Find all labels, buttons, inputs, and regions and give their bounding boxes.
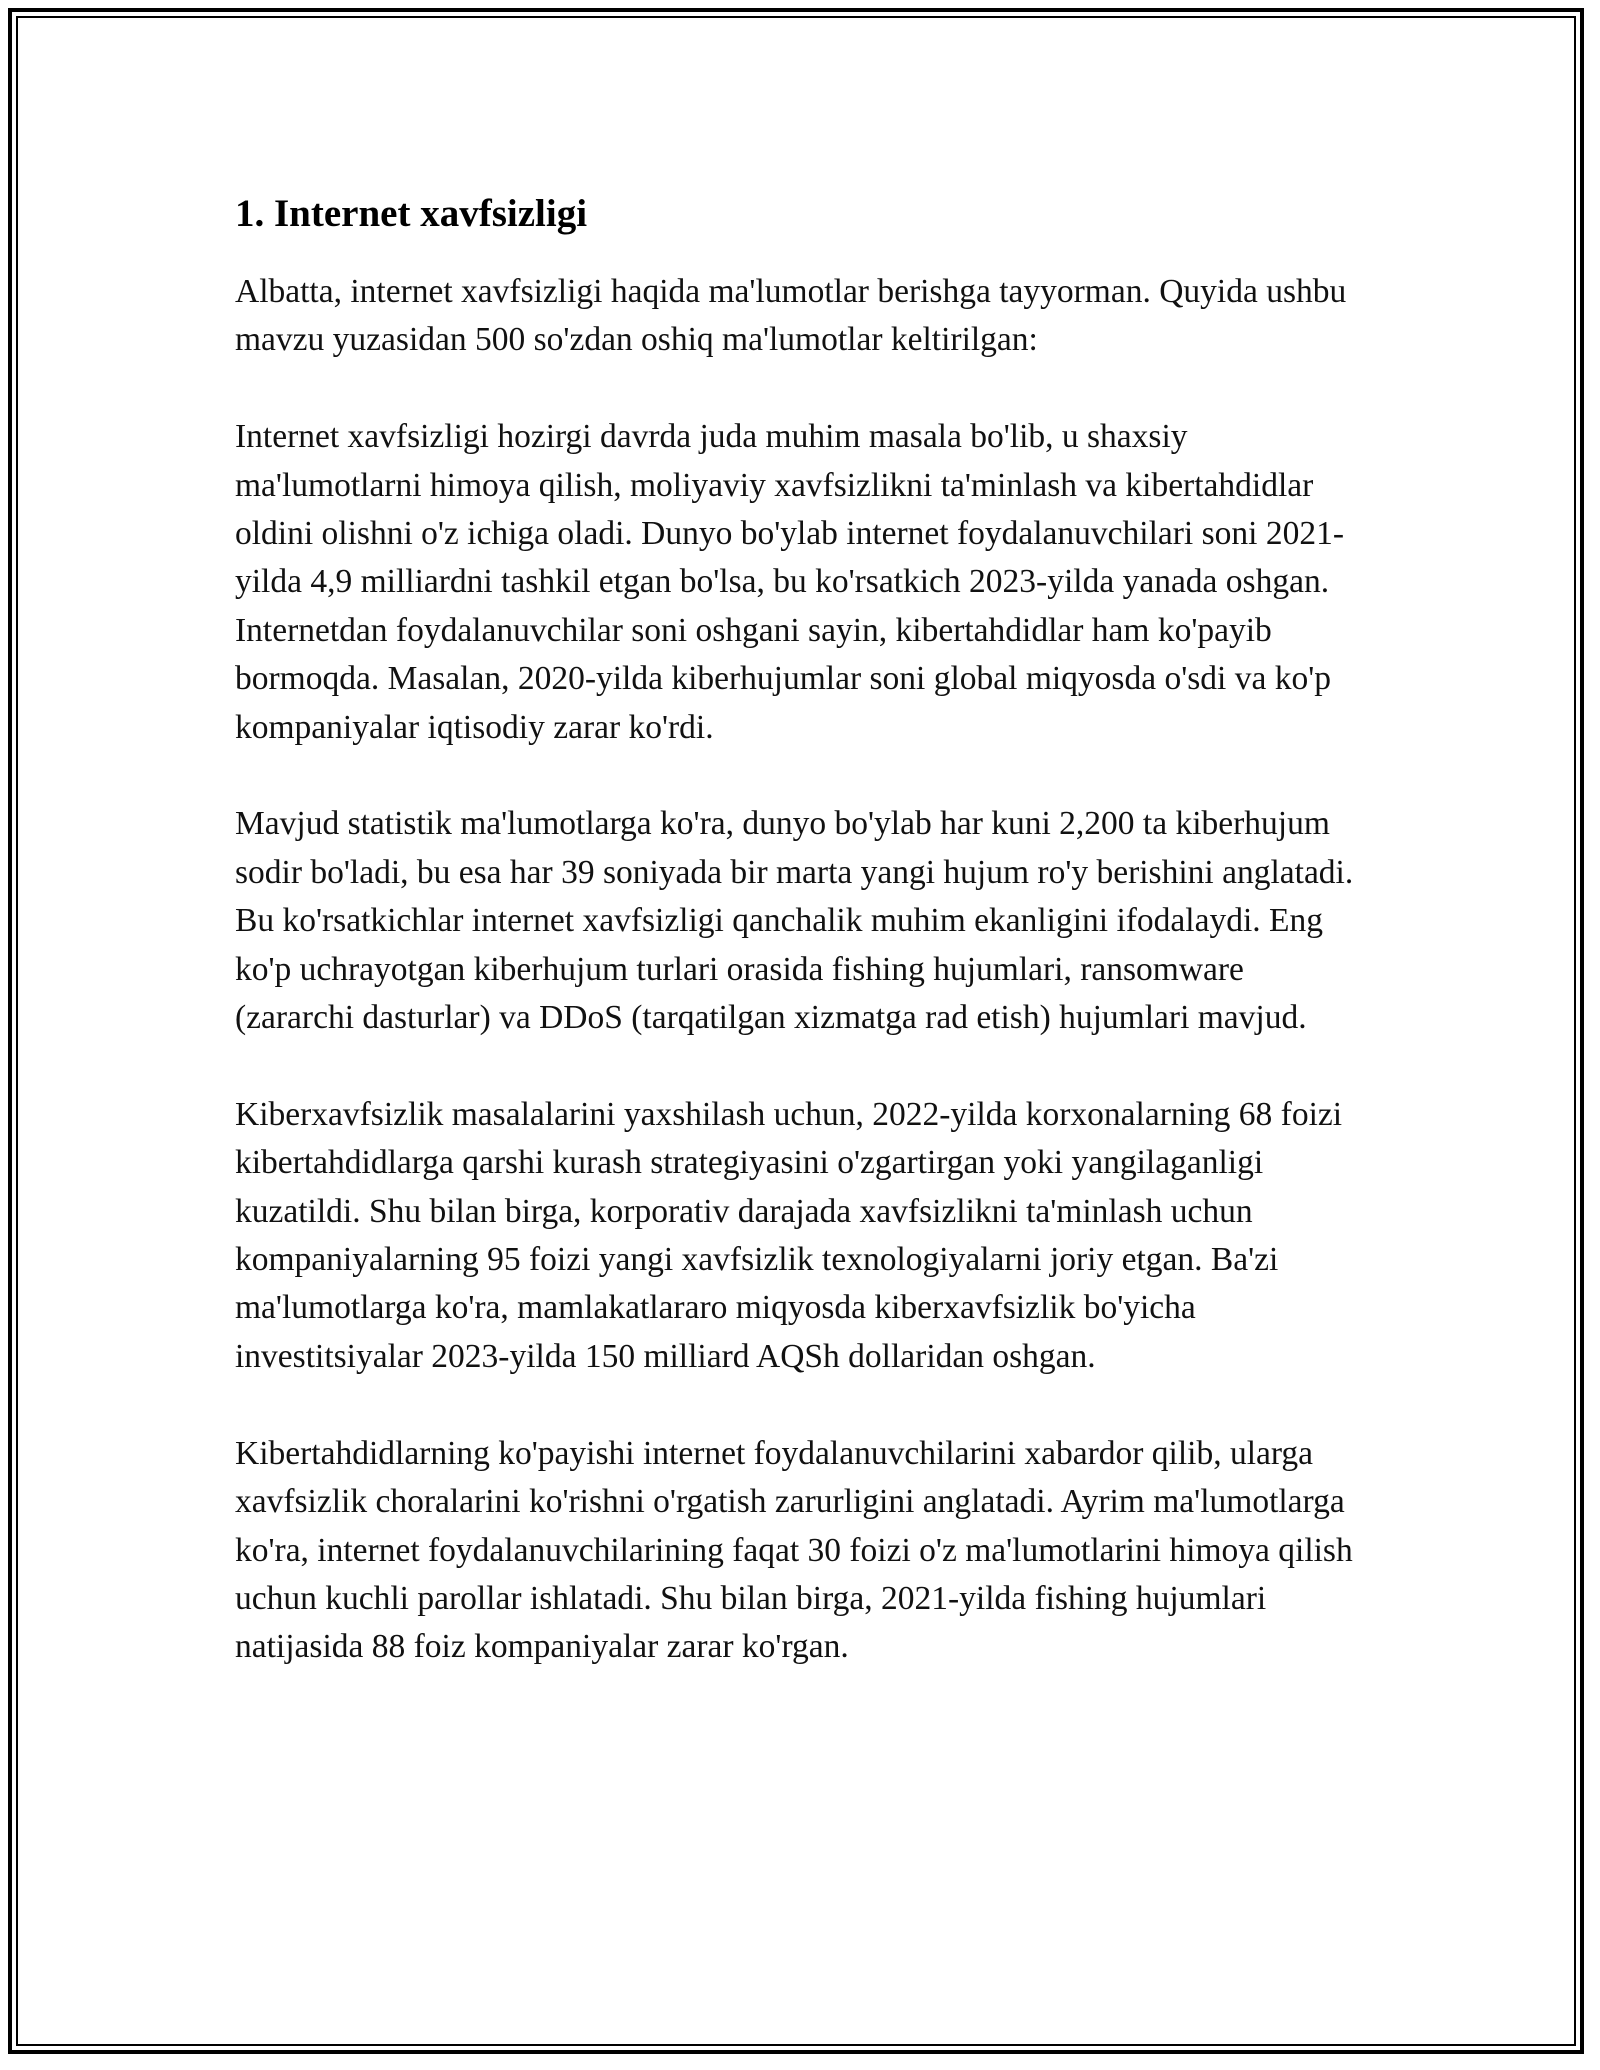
document-body (235, 186, 1370, 1720)
paragraph-intro: Albatta, internet xavfsizligi haqida ma'lumotlar berishga tayyorman. Quyida ushbu mavzu yuzasidan 500 so'zdan oshiq ma'lumotlar keltirilgan: (235, 273, 1347, 359)
paragraph-statistics: Mavjud statistik ma'lumotlarga ko'ra, dunyo bo'ylab har kuni 2,200 ta kiberhujum sodir bo'ladi, bu esa har 39 soniyada bir marta yangi hujum ro'y berishini anglatadi. Bu ko'rsatkichlar internet xavfsizligi qanchalik muhim ekanligini ifodalaydi. Eng ko'p uchrayotgan kiberhujum turlari orasida fishing hujumlari, ransomware (zararchi dasturlar) va DDoS (tarqatilgan xizmatga rad etish) hujumlari mavjud. (235, 805, 1354, 1037)
paragraph-awareness: Kibertahdidlarning ko'payishi internet foydalanuvchilarini xabardor qilib, ularga xavfsizlik choralarini ko'rishni o'rgatish zarurligini anglatadi. Ayrim ma'lumotlarga ko'ra, internet foydalanuvchilarining faqat 30 foizi o'z ma'lumotlarini himoya qilish uchun kuchli parollar ishlatadi. Shu bilan birga, 2021-yilda fishing hujumlari natijasida 88 foiz kompaniyalar zarar ko'rgan. (235, 1434, 1353, 1666)
paragraph-importance: Internet xavfsizligi hozirgi davrda juda muhim masala bo'lib, u shaxsiy ma'lumotlarni himoya qilish, moliyaviy xavfsizlikni ta'minlash va kibertahdidlar oldini olishni o'z ichiga oladi. Dunyo bo'ylab internet foydalanuvchilari soni 2021-yilda 4,9 milliardni tashkil etgan bo'lsa, bu ko'rsatkich 2023-yilda yanada oshgan. Internetdan foydalanuvchilar soni oshgani sayin, kibertahdidlar ham ko'payib bormoqda. Masalan, 2020-yilda kiberhujumlar soni global miqyosda o'sdi va ko'p kompaniyalar iqtisodiy zarar ko'rdi. (235, 418, 1344, 746)
section-heading: 1. Internet xavfsizligi (235, 192, 588, 235)
paragraph-strategies: Kiberxavfsizlik masalalarini yaxshilash uchun, 2022-yilda korxonalarning 68 foizi kibertahdidlarga qarshi kurash strategiyasini o'zgartirgan yoki yangilaganligi kuzatildi. Shu bilan birga, korporativ darajada xavfsizlikni ta'minlash uchun kompaniyalarning 95 foizi yangi xavfsizlik texnologiyalarni joriy etgan. Ba'zi ma'lumotlarga ko'ra, mamlakatlararo miqyosda kiberxavfsizlik bo'yicha investitsiyalar 2023-yilda 150 milliard AQSh dollaridan oshgan. (235, 1095, 1343, 1375)
